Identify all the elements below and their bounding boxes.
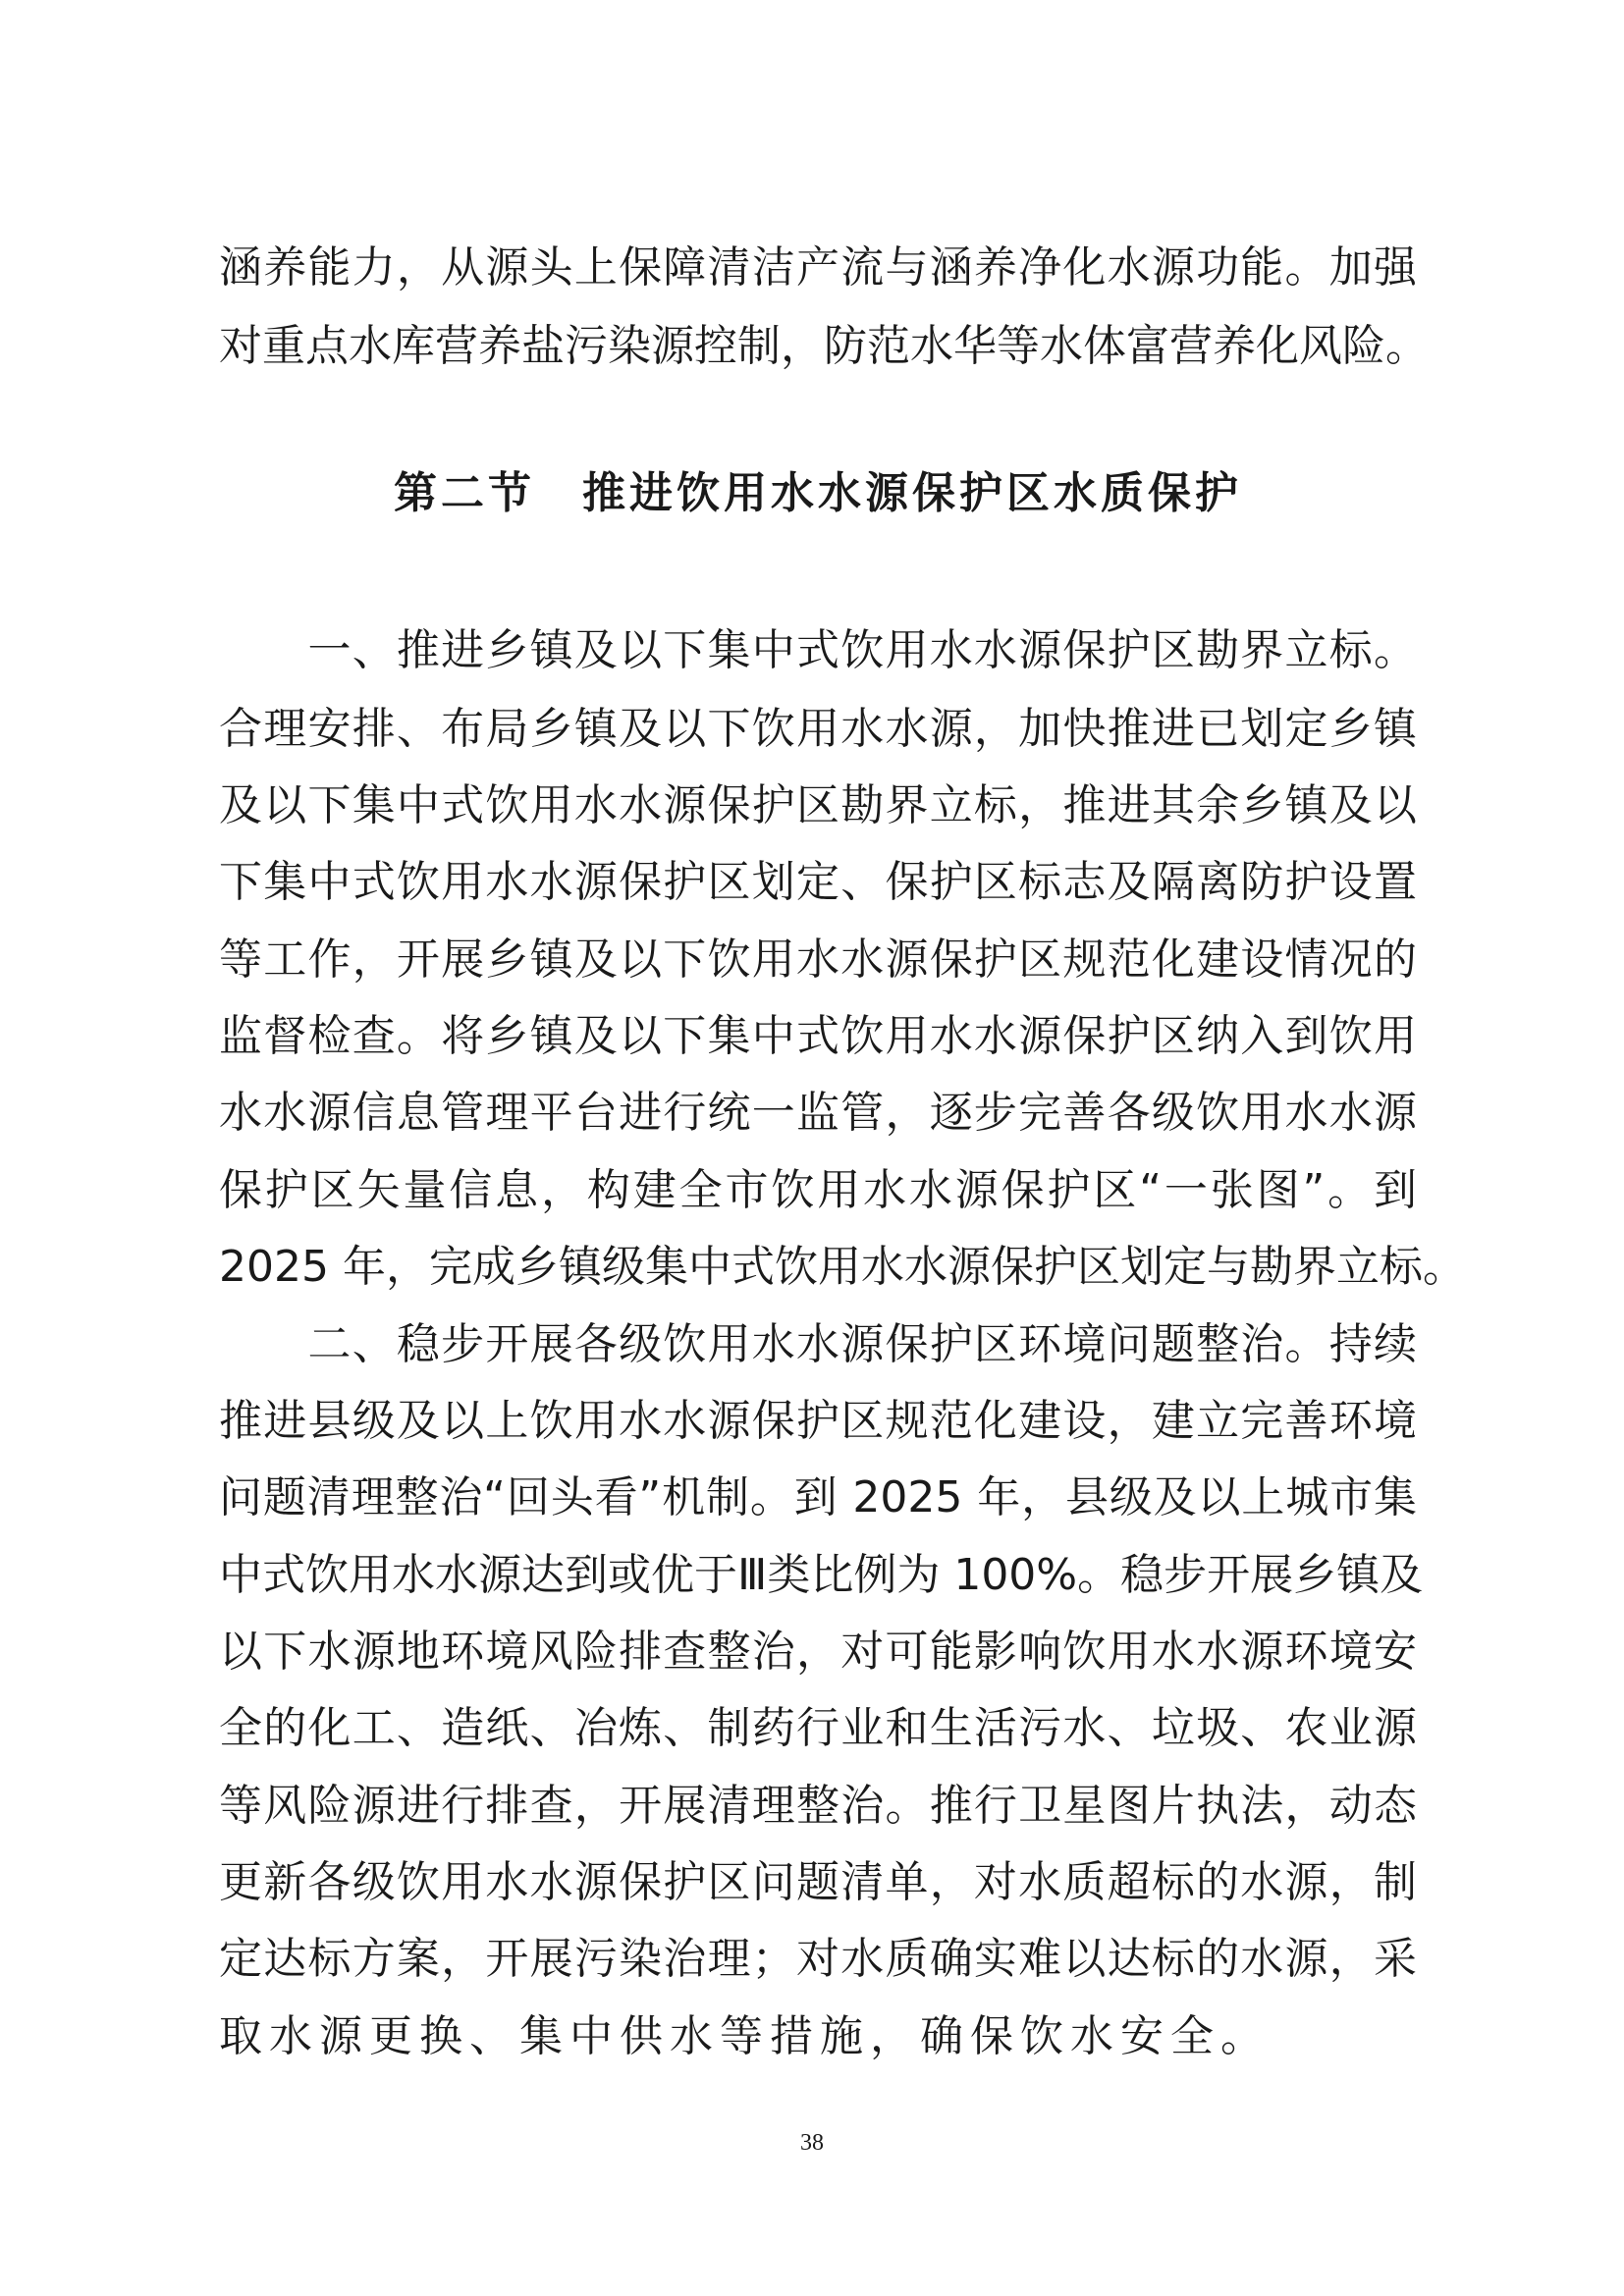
paragraph1-line-6: 监督检查。将乡镇及以下集中式饮用水水源保护区纳入到饮用 — [219, 1011, 1417, 1061]
paragraph2-line-7: 等风险源进行排查，开展清理整治。推行卫星图片执法，动态 — [219, 1781, 1417, 1831]
paragraph2-line-8: 更新各级饮用水水源保护区问题清单，对水质超标的水源，制 — [219, 1857, 1417, 1907]
paragraph1-line-5: 等工作，开展乡镇及以下饮用水水源保护区规范化建设情况的 — [219, 934, 1417, 985]
paragraph1-line-2: 合理安排、布局乡镇及以下饮用水水源，加快推进已划定乡镇 — [219, 704, 1417, 754]
paragraph2-line-2: 推进县级及以上饮用水水源保护区规范化建设，建立完善环境 — [219, 1396, 1417, 1446]
paragraph2-line-3: 问题清理整治“回头看”机制。到 2025 年，县级及以上城市集 — [219, 1472, 1417, 1522]
paragraph2-line-9: 定达标方案，开展污染治理；对水质确实难以达标的水源，采 — [219, 1934, 1417, 1984]
paragraph1-line-1: 一、推进乡镇及以下集中式饮用水水源保护区勘界立标。 — [219, 625, 1417, 675]
intro-line-2: 对重点水库营养盐污染源控制，防范水华等水体富营养化风险。 — [219, 321, 1429, 371]
paragraph1-line-3: 及以下集中式饮用水水源保护区勘界立标，推进其余乡镇及以 — [219, 780, 1417, 830]
paragraph2-line-4: 中式饮用水水源达到或优于Ⅲ类比例为 100%。稳步开展乡镇及 — [219, 1550, 1424, 1600]
paragraph1-line-4: 下集中式饮用水水源保护区划定、保护区标志及隔离防护设置 — [219, 857, 1417, 907]
paragraph2-line-10: 取水源更换、集中供水等措施，确保饮水安全。 — [219, 2011, 1271, 2061]
page-number: 38 — [800, 2130, 824, 2156]
paragraph1-line-9: 2025 年，完成乡镇级集中式饮用水水源保护区划定与勘界立标。 — [219, 1242, 1466, 1292]
paragraph1-line-7: 水水源信息管理平台进行统一监管，逐步完善各级饮用水水源 — [219, 1088, 1417, 1138]
intro-line-1: 涵养能力，从源头上保障清洁产流与涵养净化水源功能。加强 — [219, 242, 1417, 293]
paragraph2-line-1: 二、稳步开展各级饮用水水源保护区环境问题整治。持续 — [219, 1319, 1417, 1369]
section-heading: 第二节 推进饮用水水源保护区水质保护 — [394, 468, 1242, 518]
paragraph2-line-5: 以下水源地环境风险排查整治，对可能影响饮用水水源环境安 — [219, 1627, 1417, 1677]
paragraph1-line-8: 保护区矢量信息，构建全市饮用水水源保护区“一张图”。到 — [219, 1165, 1417, 1215]
paragraph2-line-6: 全的化工、造纸、冶炼、制药行业和生活污水、垃圾、农业源 — [219, 1703, 1417, 1753]
